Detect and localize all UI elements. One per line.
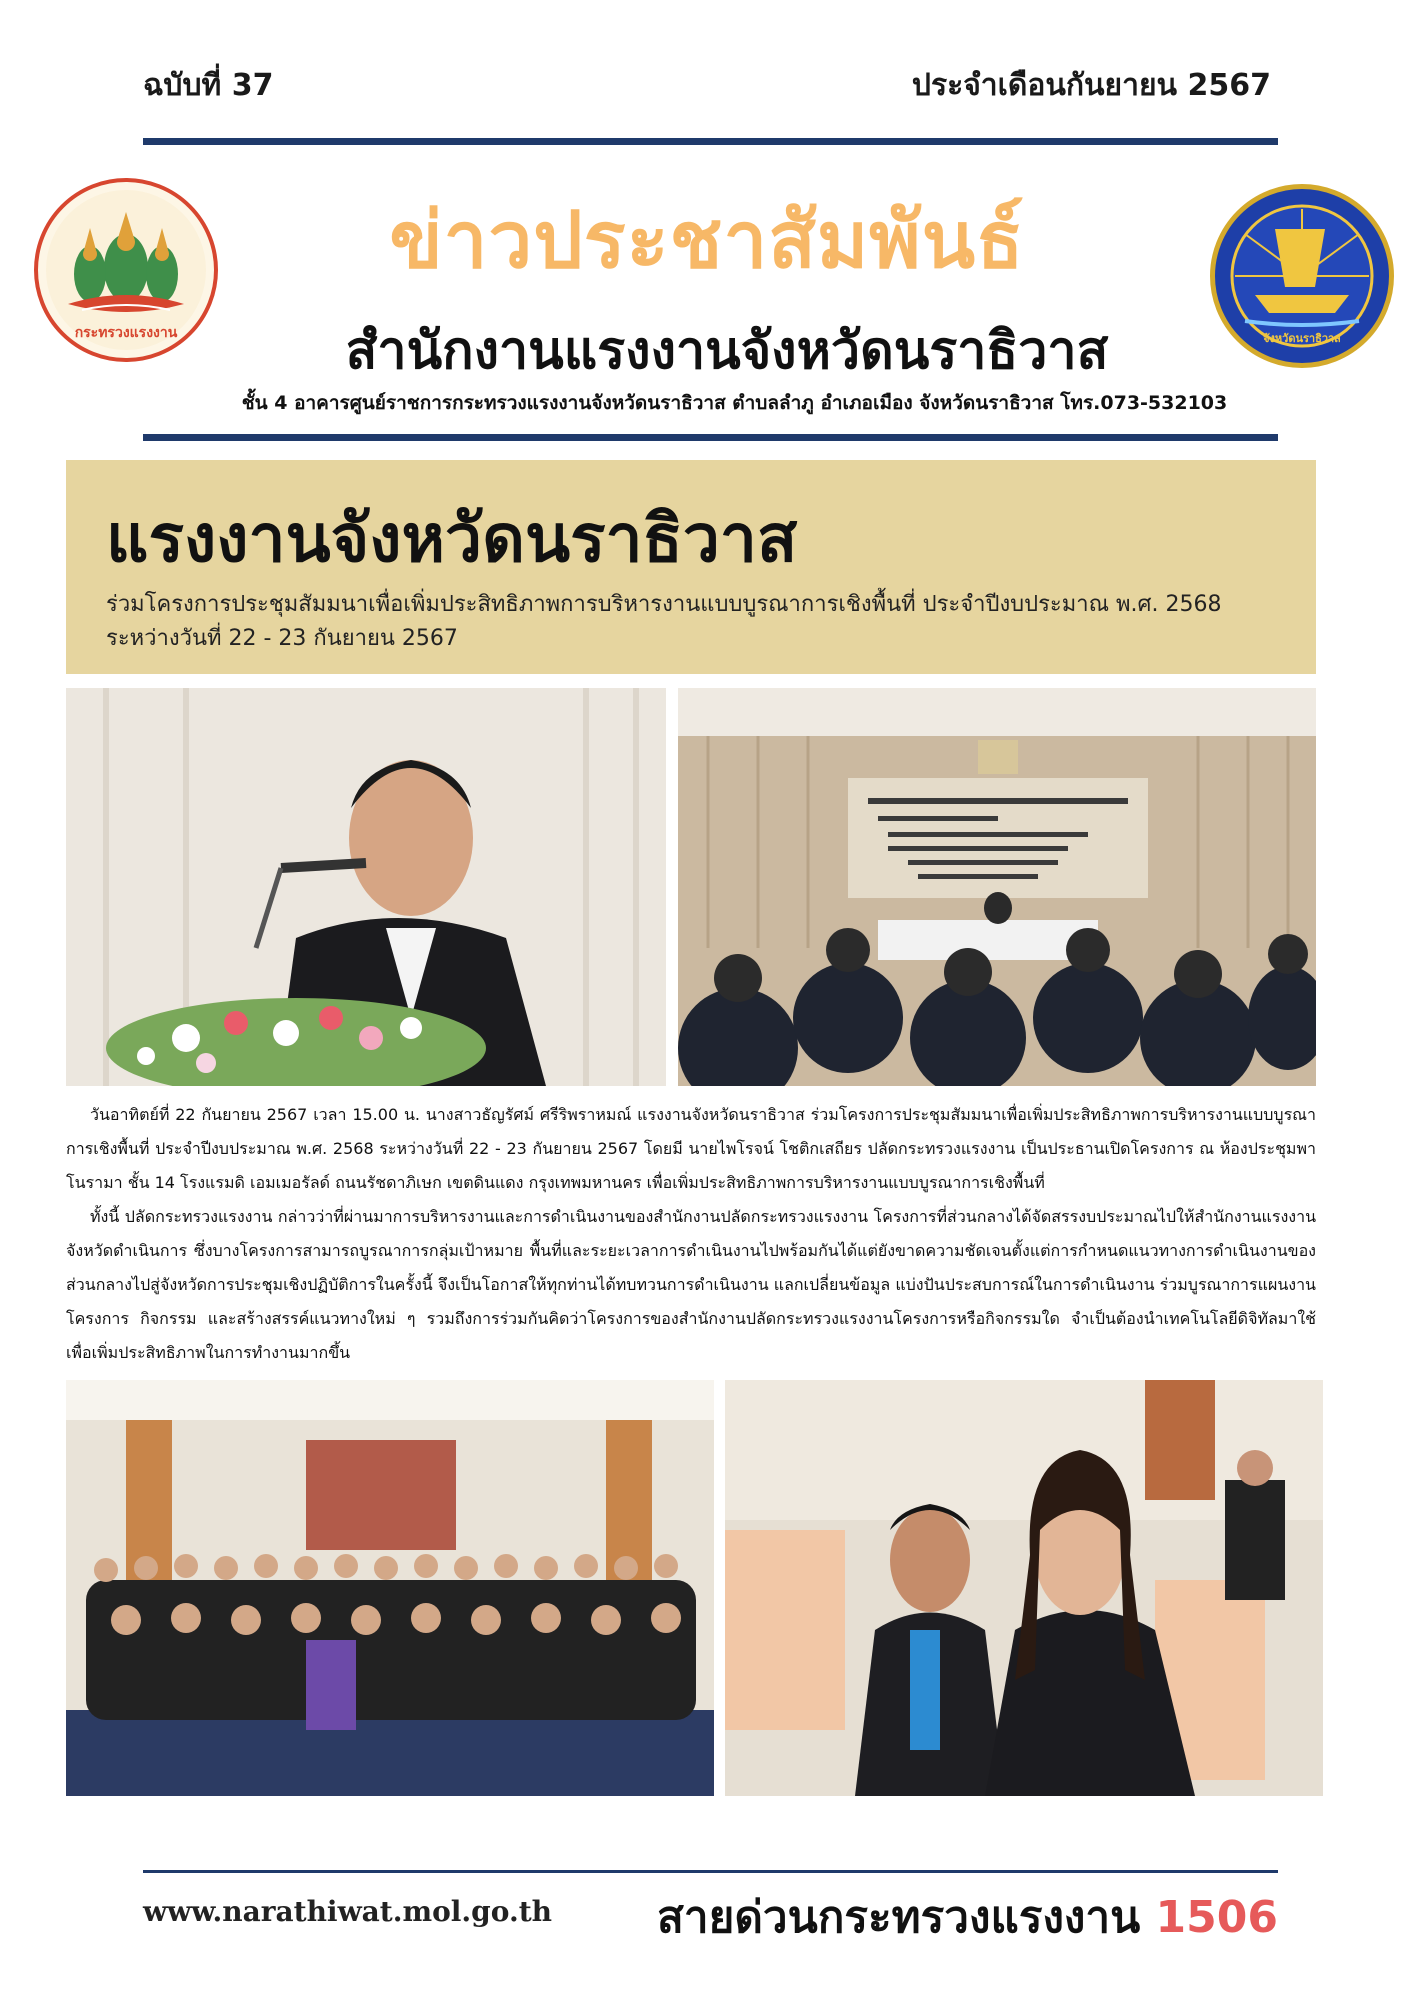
article-paragraph-1: วันอาทิตย์ที่ 22 กันยายน 2567 เวลา 15.00 น. นางสาวธัญรัศม์ ศรีริพราหมณ์ แรงงานจังหวัดนราธิวาส ร่วมโครงการประชุมสัมมนาเพื่อเพิ่มประสิทธิภาพการบริหารงานแบบบูรณาการเชิงพื้นที่ ประจำปีงบประมาณ พ.ศ. 2568 ระหว่างวันที่ 22 - 23 กันยายน 2567 โดยมี นายไพโรจน์ โชติกเสถียร ปลัดกระทรวงแรงงาน เป็นประธานเปิดโครงการ ณ ห้องประชุมพาโนรามา ชั้น 14 โรงแรมดิ เอมเมอรัลด์ ถนนรัชดาภิเษก เขตดินแดง กรุงเทพมหานคร เพื่อเพิ่มประสิทธิภาพการบริหารงานแบบบูรณาการเชิงพื้นที่ xyxy=(66,1105,1316,1192)
office-name: สำนักงานแรงงานจังหวัดนราธิวาส xyxy=(345,321,1109,381)
hotline-label: สายด่วนกระทรวงแรงงาน xyxy=(657,1892,1141,1943)
hotline xyxy=(657,1882,1278,1952)
newsletter-title: ข่าวประชาสัมพันธ์ xyxy=(389,196,1025,286)
headline-title: แรงงานจังหวัดนราธิวาส xyxy=(106,500,798,577)
province-seal-text: จังหวัดนราธิวาส xyxy=(1263,332,1341,345)
office-address: ชั้น 4 อาคารศูนย์ราชการกระทรวงแรงงานจังหวัดนราธิวาส ตำบลลำภู อำเภอเมือง จังหวัดนราธิวาส โทร.073-532103 xyxy=(241,392,1228,414)
photo-attendees xyxy=(725,1380,1323,1796)
headline-subtitle: ร่วมโครงการประชุมสัมมนาเพื่อเพิ่มประสิทธิภาพการบริหารงานแบบบูรณาการเชิงพื้นที่ ประจำปีงบประมาณ พ.ศ. 2568 ระหว่างวันที่ 22 - 23 กันยายน 2567 xyxy=(106,592,1222,651)
issue-number: ฉบับที่ 37 xyxy=(143,68,274,103)
website-url: www.narathiwat.mol.go.th xyxy=(143,1895,552,1928)
photo-conference-room xyxy=(678,688,1316,1086)
header-bottom-rule xyxy=(143,434,1278,441)
photo-group xyxy=(66,1380,714,1796)
article-paragraph-2: ทั้งนี้ ปลัดกระทรวงแรงงาน กล่าวว่าที่ผ่านมาการบริหารงานและการดำเนินงานของสำนักงานปลัดกระทรวงแรงงาน โครงการที่ส่วนกลางได้จัดสรรงบประมาณไปให้สำนักงานแรงงานจังหวัดดำเนินการ ซึ่งบางโครงการสามารถบูรณาการกลุ่มเป้าหมาย พื้นที่และระยะเวลาการดำเนินงานไปพร้อมกันได้แต่ยังขาดความชัดเจนตั้งแต่การกำหนดแนวทางการดำเนินงานของส่วนกลางไปสู่จังหวัดการประชุมเชิงปฏิบัติการในครั้งนี้ จึงเป็นโอกาสให้ทุกท่านได้ทบทวนการดำเนินงาน แลกเปลี่ยนข้อมูล แบ่งปันประสบการณ์ในการดำเนินงาน ร่วมบูรณาการแผนงาน โครงการ กิจกรรม และสร้างสรรค์แนวทางใหม่ ๆ รวมถึงการร่วมกันคิดว่าโครงการของสำนักงานปลัดกระทรวงแรงงานโครงการหรือกิจกรรมใด จำเป็นต้องนำเทคโนโลยีดิจิทัลมาใช้ เพื่อเพิ่มประสิทธิภาพในการทำงานมากขึ้น xyxy=(66,1207,1316,1362)
headline-banner xyxy=(66,460,1316,674)
footer-rule xyxy=(143,1870,1278,1873)
photo-speaker-podium xyxy=(66,688,666,1086)
hotline-number: 1506 xyxy=(1155,1892,1278,1943)
ministry-seal-text: กระทรวงแรงงาน xyxy=(74,325,178,341)
article-body xyxy=(66,1098,1316,1370)
issue-month: ประจำเดือนกันยายน 2567 xyxy=(911,68,1271,103)
province-seal-logo xyxy=(1210,184,1394,368)
top-rule xyxy=(143,138,1278,145)
